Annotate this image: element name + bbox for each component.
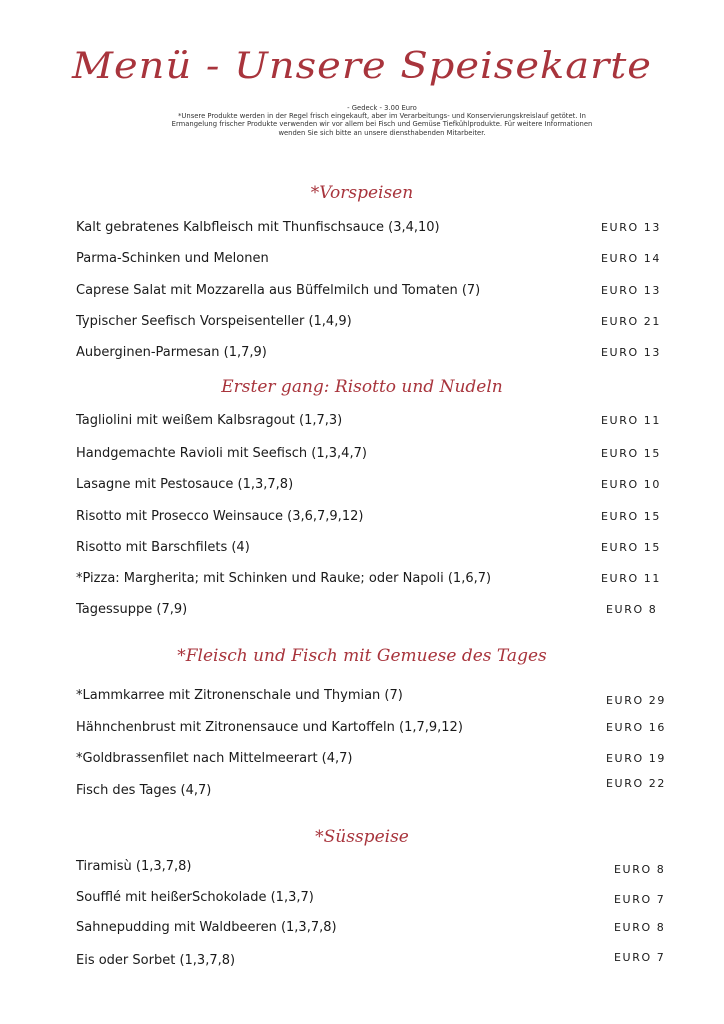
item-price: EURO 19 <box>606 752 666 765</box>
item-name: Tiramisù (1,3,7,8) <box>76 859 192 874</box>
menu-item <box>0 444 724 464</box>
item-name: Risotto mit Barschfilets (4) <box>76 540 250 555</box>
menu-item <box>0 538 724 558</box>
menu-item <box>0 857 724 877</box>
menu-item <box>0 888 724 908</box>
intro-text <box>160 104 604 137</box>
menu-item <box>0 569 724 589</box>
item-name: Soufflé mit heißerSchokolade (1,3,7) <box>76 890 314 905</box>
section-title-erster-gang: Erster gang: Risotto und Nudeln <box>221 377 503 397</box>
item-name: Tagessuppe (7,9) <box>76 602 188 617</box>
menu-item <box>0 749 724 769</box>
item-name: Risotto mit Prosecco Weinsauce (3,6,7,9,12) <box>76 509 364 524</box>
menu-item <box>0 686 724 706</box>
item-name: *Pizza: Margherita; mit Schinken und Rauke; oder Napoli (1,6,7) <box>76 571 492 586</box>
item-name: Typischer Seefisch Vorspeisenteller (1,4,9) <box>76 314 352 329</box>
page-title: Menü - Unsere Speisekarte <box>72 44 652 88</box>
item-price: EURO 14 <box>601 252 661 265</box>
item-price: EURO 10 <box>601 478 661 491</box>
section-title-vorspeisen: *Vorspeisen <box>310 183 414 203</box>
item-price: EURO 13 <box>601 346 661 359</box>
menu-item <box>0 475 724 495</box>
section-title-suesspeise: *Süsspeise <box>315 827 409 847</box>
item-name: *Lammkarree mit Zitronenschale und Thymian (7) <box>76 688 403 703</box>
item-name: Lasagne mit Pestosauce (1,3,7,8) <box>76 477 294 492</box>
item-price: EURO 15 <box>601 510 661 523</box>
item-name: Hähnchenbrust mit Zitronensauce und Kartoffeln (1,7,9,12) <box>76 720 463 735</box>
cover-charge: - Gedeck - 3.00 Euro <box>347 104 417 112</box>
allergen-note: *Unsere Produkte werden in der Regel frisch eingekauft, aber im Verarbeitungs- und Konservierungskreislauf getötet. In Ermangelung frischer Produkte verwenden wir vor allem bei Fisch und Gemüse Tiefkühlprodukte. Für weitere Informationen wenden Sie sich bitte an unsere diensthabenden Mitarbeiter. <box>171 112 593 137</box>
item-price: EURO 8 <box>614 921 666 934</box>
item-name: Handgemachte Ravioli mit Seefisch (1,3,4,7) <box>76 446 367 461</box>
item-price: EURO 8 <box>614 863 666 876</box>
item-name: Sahnepudding mit Waldbeeren (1,3,7,8) <box>76 920 337 935</box>
item-price: EURO 15 <box>601 447 661 460</box>
item-name: Parma-Schinken und Melonen <box>76 251 269 266</box>
item-price: EURO 21 <box>601 315 661 328</box>
item-name: Eis oder Sorbet (1,3,7,8) <box>76 953 236 968</box>
menu-item <box>0 507 724 527</box>
item-name: Caprese Salat mit Mozzarella aus Büffelmilch und Tomaten (7) <box>76 283 481 298</box>
menu-item <box>0 411 724 431</box>
menu-item <box>0 777 724 801</box>
item-price: EURO 22 <box>606 777 666 790</box>
menu-item <box>0 343 724 363</box>
menu-item <box>0 918 724 938</box>
item-price: EURO 11 <box>601 572 661 585</box>
menu-item <box>0 312 724 332</box>
item-price: EURO 13 <box>601 221 661 234</box>
item-name: *Goldbrassenfilet nach Mittelmeerart (4,7) <box>76 751 353 766</box>
item-price: EURO 11 <box>601 414 661 427</box>
section-title-fleisch-fisch: *Fleisch und Fisch mit Gemuese des Tages <box>177 646 547 666</box>
item-name: Auberginen-Parmesan (1,7,9) <box>76 345 267 360</box>
menu-item <box>0 218 724 238</box>
item-price: EURO 7 <box>614 951 666 964</box>
menu-item <box>0 951 724 971</box>
item-price: EURO 13 <box>601 284 661 297</box>
menu-item <box>0 249 724 269</box>
item-price: EURO 16 <box>606 721 666 734</box>
menu-item <box>0 281 724 301</box>
menu-item <box>0 600 724 620</box>
item-price: EURO 7 <box>614 893 666 906</box>
item-name: Tagliolini mit weißem Kalbsragout (1,7,3) <box>76 413 343 428</box>
item-price: EURO 29 <box>606 694 666 707</box>
item-price: EURO 15 <box>601 541 661 554</box>
menu-item <box>0 718 724 738</box>
item-price: EURO 8 <box>606 603 658 616</box>
item-name: Kalt gebratenes Kalbfleisch mit Thunfischsauce (3,4,10) <box>76 220 440 235</box>
item-name: Fisch des Tages (4,7) <box>76 783 212 798</box>
